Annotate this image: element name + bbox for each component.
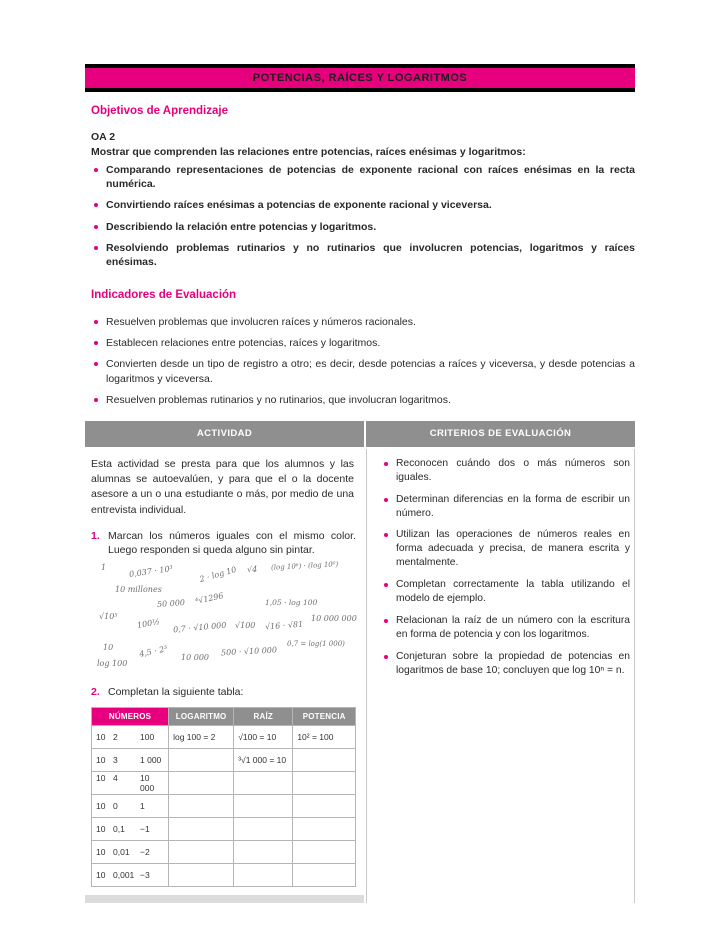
bullet-dot (384, 619, 388, 623)
step-text: Marcan los números iguales con el mismo color. Luego responden si queda alguno sin pintar. (108, 529, 356, 556)
cloud-expression: 500 · √10 000 (220, 645, 278, 658)
criterios-column (366, 449, 635, 903)
numeros-cell (92, 795, 169, 818)
potencia-cell (293, 864, 356, 887)
logaritmo-cell (169, 772, 234, 795)
potencia-cell (293, 772, 356, 795)
cloud-expression: log 100 (97, 659, 128, 669)
cloud-expression: √10⁵ (99, 612, 118, 622)
bullet-dot (94, 168, 98, 172)
completion-table-header-row (92, 708, 356, 726)
oa-description: Mostrar que comprenden las relaciones entre potencias, raíces enésimas y logaritmos: (91, 146, 526, 158)
cloud-expression: 2 · log 10 (198, 565, 238, 585)
number-value: −1 (140, 824, 150, 835)
base-value: 10 (96, 732, 106, 743)
table-row (92, 726, 356, 749)
bottom-divider (85, 895, 364, 903)
cloud-expression: 1,05 · log 100 (265, 598, 318, 608)
bullet-text: Completan correctamente la tabla utilizando el modelo de ejemplo. (396, 579, 630, 605)
base-value: 10 (96, 870, 106, 881)
exponent-value: 3 (113, 755, 118, 766)
column-header-actividad: ACTIVIDAD (85, 421, 364, 447)
table-row (92, 864, 356, 887)
bullet-item (381, 578, 630, 606)
bullet-text: Convirtiendo raíces enésimas a potencias de exponente racional y viceversa. (106, 199, 492, 212)
bullet-item (91, 198, 635, 212)
cloud-expression: 10 000 (181, 653, 209, 663)
cloud-expression: 1 (101, 563, 107, 573)
cloud-expression: √4 (247, 565, 258, 575)
table-row (92, 772, 356, 795)
cloud-expression: 4,5 · 2³ (138, 644, 169, 659)
numeros-cell (92, 818, 169, 841)
oa-code: OA 2 (91, 131, 116, 143)
cloud-expression: 0,7 = log(1 000) (287, 640, 345, 649)
logaritmo-cell (169, 795, 234, 818)
step-number: 1. (91, 529, 100, 542)
bullet-dot (384, 533, 388, 537)
evaluation-table (85, 421, 635, 903)
bullet-text: Describiendo la relación entre potencias y logaritmos. (106, 220, 377, 233)
numeros-cell (92, 864, 169, 887)
bullet-dot (94, 362, 98, 366)
number-value: 1 (140, 801, 145, 812)
cloud-expression: (log 10⁶) · (log 10⁰) (270, 560, 339, 572)
numbers-cloud (95, 561, 357, 675)
raiz-cell (234, 795, 293, 818)
raiz-cell: ³√1 000 = 10 (234, 749, 293, 772)
raiz-cell (234, 818, 293, 841)
bullet-item (91, 393, 635, 407)
bullet-dot (384, 583, 388, 587)
bullet-dot (384, 655, 388, 659)
bullet-dot (94, 203, 98, 207)
cloud-expression: 10 000 000 (311, 614, 357, 624)
bullet-text: Resuelven problemas rutinarios y no rutinarios, que involucran logaritmos. (106, 393, 451, 406)
header-numeros: NÚMEROS (92, 708, 169, 726)
cloud-expression: 50 000 (156, 598, 186, 610)
bullet-dot (384, 498, 388, 502)
step-text: Completan la siguiente tabla: (108, 686, 244, 699)
bullet-text: Determinan diferencias en la forma de escribir un número. (396, 493, 630, 519)
potencia-cell (293, 795, 356, 818)
activity-step-2 (91, 685, 356, 699)
bullet-item (91, 241, 635, 269)
bullet-text: Resuelven problemas que involucren raíces y números racionales. (106, 316, 416, 329)
cloud-expression: √16 · √81 (264, 619, 304, 632)
bullet-dot (94, 398, 98, 402)
numeros-cell (92, 772, 169, 795)
activity-step-1 (91, 529, 356, 557)
logaritmo-cell: log 100 = 2 (169, 726, 234, 749)
step-number: 2. (91, 686, 100, 699)
number-value: −3 (140, 870, 150, 881)
raiz-cell: √100 = 10 (234, 726, 293, 749)
actividad-intro: Esta actividad se presta para que los alumnos y las alumnas se autoevalúen, y para que el o la docente asesore a un o una estudiante o más, por medio de una entrevista individual. (91, 457, 354, 516)
bullet-text: Convierten desde un tipo de registro a otro; es decir, desde potencias a raíces y viceversa, y desde potencias a logaritmos y viceversa. (106, 358, 635, 385)
bullet-dot (384, 462, 388, 466)
header-potencia: POTENCIA (293, 708, 356, 726)
bullet-text: Establecen relaciones entre potencias, raíces y logaritmos. (106, 337, 381, 350)
bullet-item (381, 493, 630, 521)
evaluation-table-body (85, 449, 635, 903)
banner-title: POTENCIAS, RAÍCES Y LOGARITMOS (252, 72, 468, 84)
number-value: 1 000 (140, 755, 162, 766)
bullet-item (91, 357, 635, 385)
bullet-text: Comparando representaciones de potencias de exponente racional con raíces enésimas en la recta numérica. (106, 164, 635, 191)
criterios-bullet-list (381, 457, 630, 678)
header-logaritmo: LOGARITMO (169, 708, 234, 726)
base-value: 10 (96, 801, 106, 812)
bullet-text: Resolviendo problemas rutinarios y no rutinarios que involucren potencias, logaritmos y raíces enésimas. (106, 241, 635, 268)
raiz-cell (234, 772, 293, 795)
table-row (92, 818, 356, 841)
number-value: 100 (140, 732, 155, 743)
exponent-value: 0,01 (113, 847, 130, 858)
logaritmo-cell (169, 841, 234, 864)
base-value: 10 (96, 847, 106, 858)
exponent-value: 0,1 (113, 824, 125, 835)
logaritmo-cell (169, 749, 234, 772)
number-value: −2 (140, 847, 150, 858)
raiz-cell (234, 864, 293, 887)
bullet-item (91, 220, 635, 234)
cloud-expression: 10 (103, 643, 114, 653)
bullet-dot (94, 341, 98, 345)
potencia-cell: 10² = 100 (293, 726, 356, 749)
cloud-expression: 0,7 · √10 000 (172, 620, 227, 635)
bullet-dot (94, 320, 98, 324)
header-raiz: RAÍZ (234, 708, 293, 726)
logaritmo-cell (169, 818, 234, 841)
base-value: 10 (96, 755, 106, 766)
bullet-text: Reconocen cuándo dos o más números son iguales. (396, 457, 630, 483)
bullet-item (381, 528, 630, 570)
section-heading-indicadores: Indicadores de Evaluación (91, 289, 237, 302)
potencia-cell (293, 818, 356, 841)
cloud-expression: √100 (235, 621, 256, 631)
objetivos-bullet-list (91, 163, 635, 269)
table-row (92, 749, 356, 772)
base-value: 10 (96, 824, 106, 835)
bullet-item (91, 163, 635, 191)
completion-table (91, 707, 356, 887)
raiz-cell (234, 841, 293, 864)
bullet-text: Relacionan la raíz de un número con la escritura en forma de potencia y con los logaritmos. (396, 614, 630, 640)
column-header-criterios: CRITERIOS DE EVALUACIÓN (366, 421, 635, 447)
base-value: 10 (96, 773, 106, 784)
unit-banner (85, 64, 635, 92)
exponent-value: 0 (113, 801, 118, 812)
table-row (92, 841, 356, 864)
bullet-item (381, 457, 630, 485)
cloud-expression: 100½ (136, 617, 161, 631)
numeros-cell (92, 749, 169, 772)
indicadores-bullet-list (91, 315, 635, 407)
evaluation-table-header (85, 421, 635, 447)
actividad-column (85, 449, 364, 903)
logaritmo-cell (169, 864, 234, 887)
bullet-item (91, 315, 635, 329)
number-value: 10 000 (140, 773, 155, 794)
bullet-text: Utilizan las operaciones de números reales en forma adecuada y precisa, de manera escrita y mentalmente. (396, 529, 630, 569)
numeros-cell (92, 841, 169, 864)
bullet-item (91, 336, 635, 350)
page-content (85, 64, 635, 903)
cloud-expression: 10 millones (115, 585, 162, 595)
bullet-text: Conjeturan sobre la propiedad de potencias en logaritmos de base 10; concluyen que log 10ⁿ = n. (396, 650, 630, 676)
potencia-cell (293, 749, 356, 772)
bullet-item (381, 650, 630, 678)
section-heading-objetivos: Objetivos de Aprendizaje (91, 105, 228, 117)
exponent-value: 0,001 (113, 870, 135, 881)
bullet-dot (94, 225, 98, 229)
table-row (92, 795, 356, 818)
bullet-dot (94, 246, 98, 250)
potencia-cell (293, 841, 356, 864)
exponent-value: 2 (113, 732, 118, 743)
bullet-item (381, 614, 630, 642)
cloud-expression: ⁴√1296 (194, 591, 225, 606)
exponent-value: 4 (113, 773, 118, 784)
cloud-expression: 0,037 · 10³ (128, 564, 174, 580)
numeros-cell (92, 726, 169, 749)
